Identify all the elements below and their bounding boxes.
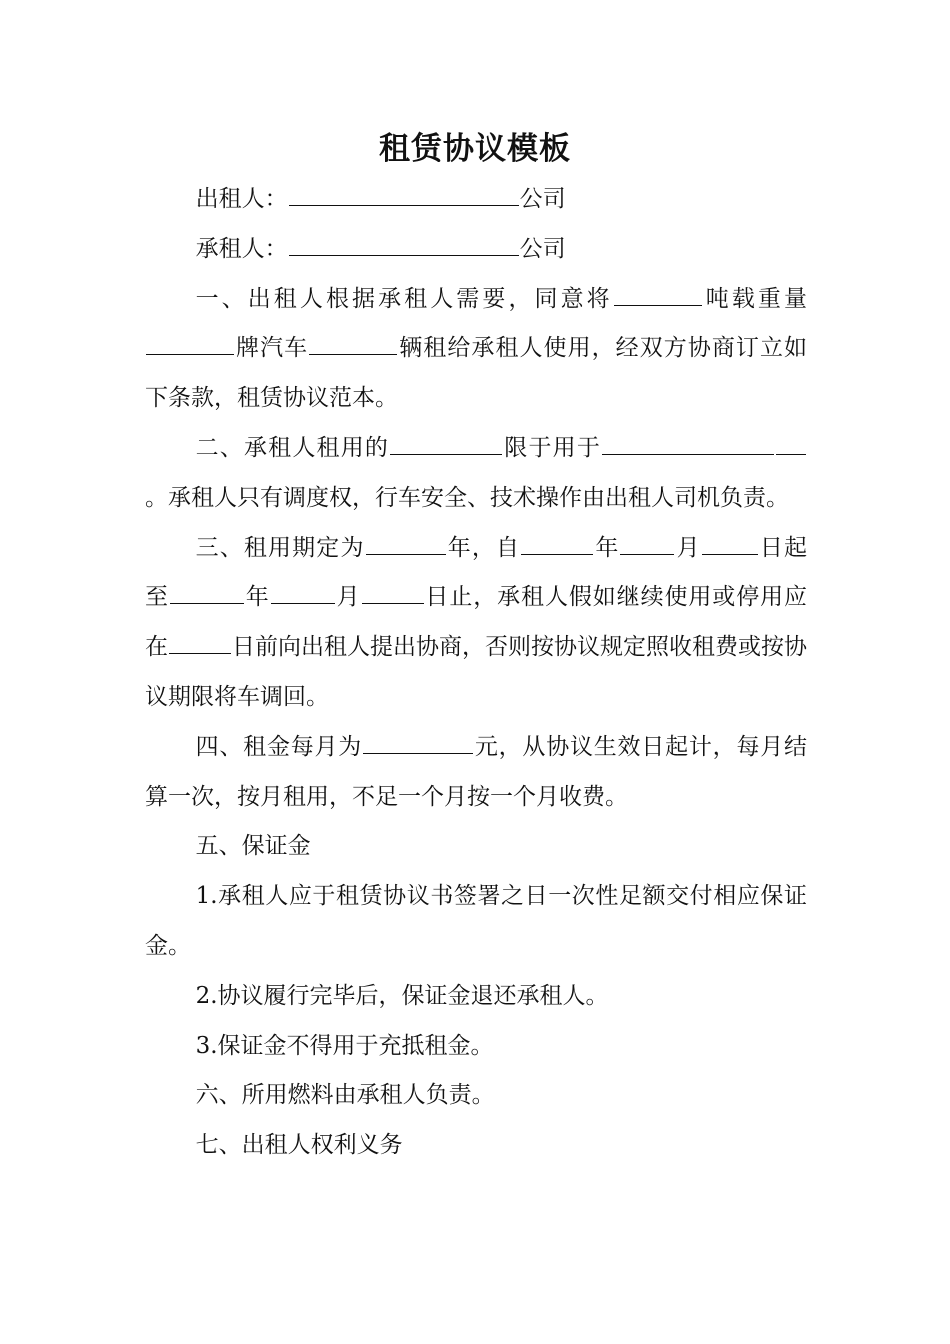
- paragraph-text: 年，自: [446, 534, 521, 561]
- paragraph-text: 公司: [519, 186, 566, 212]
- fill-in-blank: [620, 529, 674, 554]
- paragraph-text: 年: [594, 534, 620, 561]
- fill-in-blank: [170, 579, 244, 604]
- fill-in-blank: [602, 430, 774, 455]
- paragraph-clause-1: [145, 275, 807, 424]
- paragraph-text: 月: [675, 534, 701, 561]
- paragraph-text: 出租人：: [195, 186, 288, 212]
- paragraph-text: 七、出租人权利义务: [195, 1132, 403, 1159]
- paragraph-clause-5-2: [145, 972, 807, 1022]
- paragraph-text: 日起至: [145, 534, 808, 611]
- fill-in-blank: [521, 529, 593, 554]
- paragraph-text: 二、承租人租用的: [195, 434, 390, 461]
- document-title: 租赁协议模板: [379, 131, 571, 167]
- paragraph-text: 月: [335, 584, 361, 611]
- fill-in-blank: [146, 330, 234, 355]
- paragraph-text: 3.保证金不得用于充抵租金。: [195, 1032, 494, 1059]
- paragraph-text: 牌汽车: [235, 335, 309, 362]
- fill-in-blank: [776, 430, 806, 455]
- fill-in-blank: [169, 629, 231, 654]
- paragraph-text: 日前向出租人提出协商，否则按协议规定照收租费或按协议期限将车调回。: [145, 634, 807, 710]
- paragraph-clause-2: [145, 424, 807, 524]
- document-body: [145, 175, 807, 1171]
- paragraph-text: 五、保证金: [195, 833, 311, 860]
- paragraph-text: 日止，承租人假如继续使用或停用应在: [145, 584, 808, 661]
- paragraph-text: 。承租人只有调度权，行车安全、技术操作由出租人司机负责。: [145, 484, 789, 511]
- paragraph-text: 六、所用燃料由承租人负责。: [195, 1082, 495, 1109]
- paragraph-text: 辆租给承租人使用，经双方协商订立如下条款，租赁协议范本。: [145, 335, 808, 412]
- fill-in-blank: [363, 729, 473, 754]
- paragraph-lessee: [145, 225, 807, 275]
- paragraph-text: 公司: [519, 235, 566, 262]
- paragraph-text: 元，从协议生效日起计，每月结算一次，按月租用，不足一个月按一个月收费。: [145, 733, 807, 810]
- paragraph-text: 四、租金每月为: [195, 733, 363, 760]
- fill-in-blank: [614, 280, 702, 305]
- fill-in-blank: [362, 579, 424, 604]
- paragraph-lessor: [145, 175, 807, 225]
- paragraph-text: 承租人：: [195, 235, 288, 262]
- paragraph-text: 三、租用期定为: [195, 534, 365, 561]
- fill-in-blank: [289, 231, 519, 256]
- fill-in-blank: [366, 529, 446, 554]
- fill-in-blank: [309, 330, 397, 355]
- paragraph-clause-4: [145, 723, 807, 823]
- paragraph-text: 年: [244, 584, 270, 611]
- paragraph-text: 限于用于: [503, 434, 602, 461]
- fill-in-blank: [271, 579, 335, 604]
- paragraph-text: 吨载重量: [702, 285, 807, 312]
- paragraph-text: 一、出租人根据承租人需要，同意将: [195, 285, 613, 312]
- paragraph-text: 1.承租人应于租赁协议书签署之日一次性足额交付相应保证金。: [145, 883, 807, 959]
- paragraph-text: 2.协议履行完毕后，保证金退还承租人。: [195, 982, 609, 1009]
- paragraph-clause-7: [145, 1121, 807, 1171]
- paragraph-clause-5-3: [145, 1022, 807, 1072]
- fill-in-blank: [390, 430, 502, 455]
- paragraph-clause-5-1: [145, 872, 807, 972]
- paragraph-clause-5: [145, 822, 807, 872]
- paragraph-clause-6: [145, 1071, 807, 1121]
- fill-in-blank: [702, 529, 758, 554]
- fill-in-blank: [289, 181, 519, 206]
- paragraph-clause-3: [145, 524, 807, 723]
